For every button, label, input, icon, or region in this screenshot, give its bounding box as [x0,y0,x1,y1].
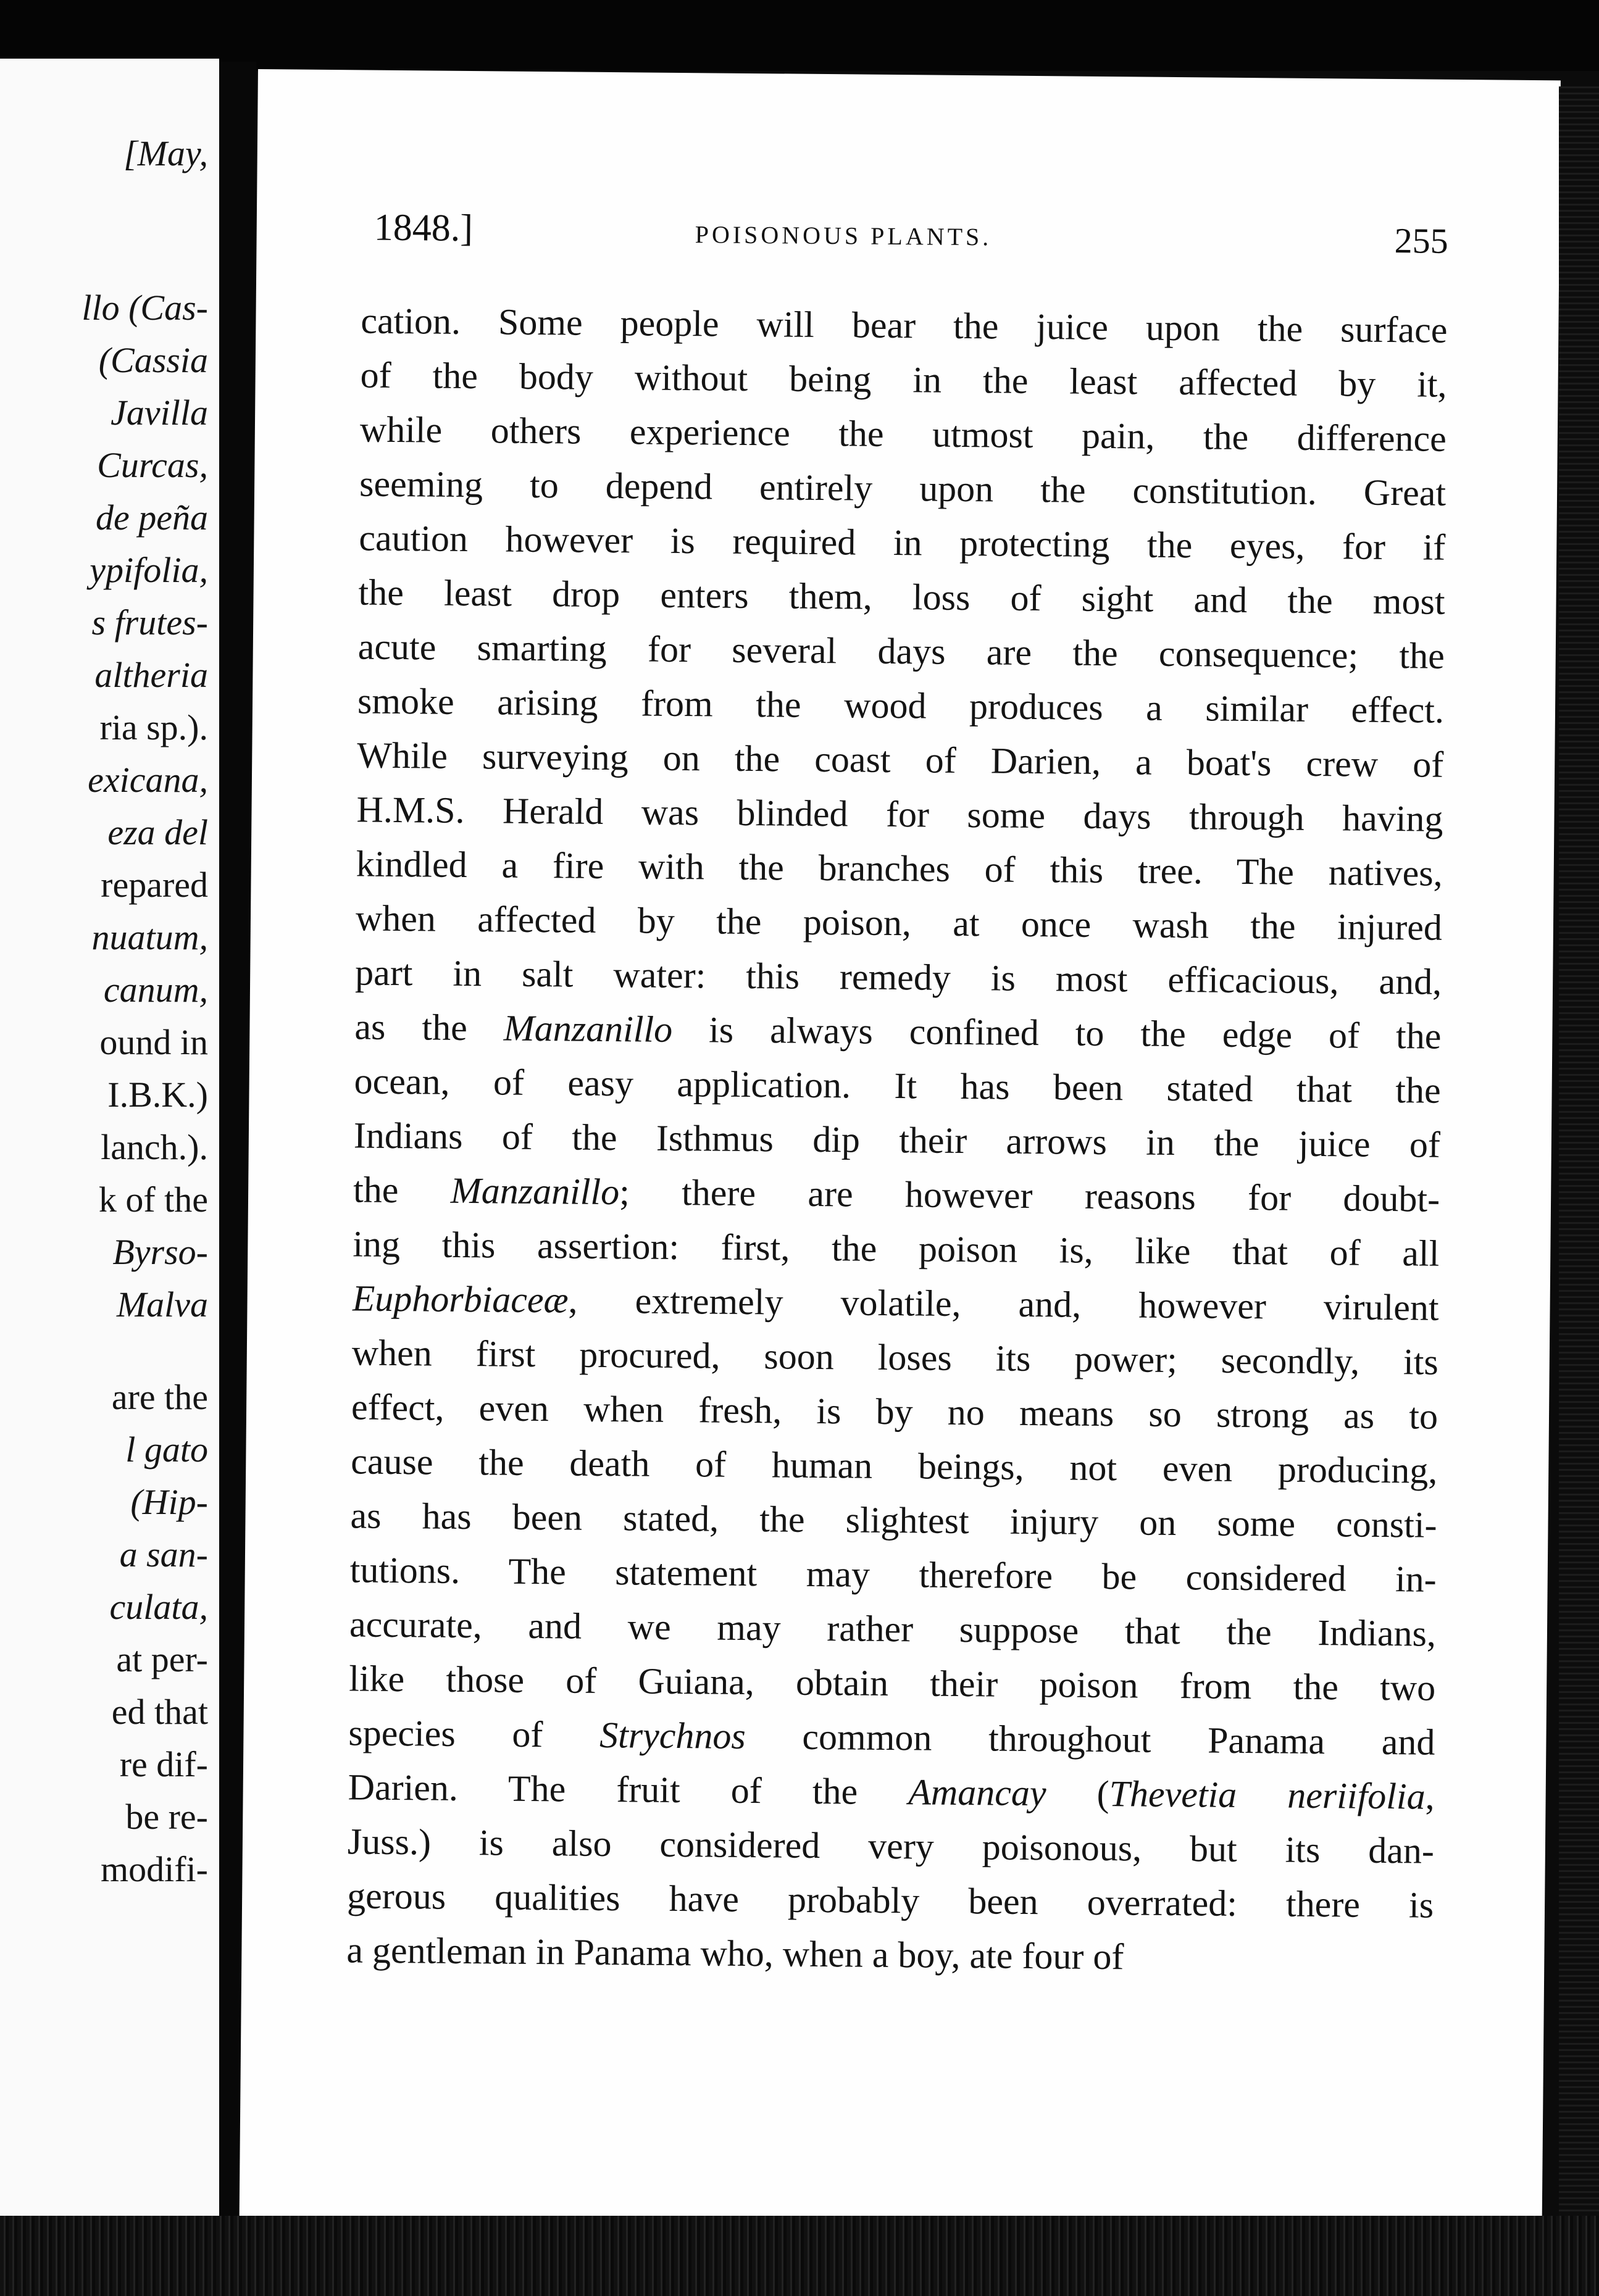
body-line [354,1108,1441,1171]
body-line [357,673,1445,737]
body-line-text: when first procured, soon loses its power; secondly, its [351,1332,1439,1383]
body-line [351,1325,1438,1389]
left-page-line: ypifolia, [90,550,208,590]
body-line [360,347,1447,411]
scan-border-right [1559,86,1599,2222]
body-line [347,1868,1434,1932]
left-page-line: a san- [119,1534,208,1574]
body-line [354,999,1442,1063]
body-line-text: seeming to depend entirely upon the constitution. Great [359,463,1447,514]
left-page-line: (Hip- [130,1482,208,1522]
body-line [349,1597,1437,1660]
left-page-line: ria sp.). [99,707,208,747]
body-line-text: Darien. The fruit of the Amancay (Thevetia neriifolia, [348,1766,1435,1817]
left-page-line: Javilla [111,393,208,433]
body-line [348,1814,1435,1878]
left-page-line: Malva [116,1284,208,1325]
left-page-line: de peña [96,497,208,538]
body-line [348,1760,1435,1823]
body-line-text: like those of Guiana, obtain their poison from the two [348,1658,1436,1708]
left-page [0,59,219,2216]
body-line [360,402,1447,465]
scan-border-top [0,0,1599,71]
body-line [353,1162,1440,1226]
body-line-text: ocean, of easy application. It has been stated that the [354,1060,1441,1111]
left-page-line: eza del [107,812,208,852]
body-line [351,1379,1438,1443]
left-page-line: nuatum, [91,917,208,957]
left-page-line: are the [111,1377,208,1417]
running-head-year: 1848.] [374,206,474,250]
page-number: 255 [1394,220,1448,261]
body-line-text: gerous qualities have probably been overrated: there is [346,1875,1434,1926]
scientific-name: Amancay [908,1771,1046,1814]
body-line-text: cation. Some people will bear the juice upon the surface [361,300,1448,351]
body-line-text: accurate, and we may rather suppose that the Indians, [349,1603,1437,1654]
body-line [348,1705,1435,1769]
right-page [239,69,1561,2253]
scientific-name: Strychnos [599,1714,746,1757]
left-page-line: exicana, [88,760,208,800]
body-line [359,510,1446,574]
left-page-line: be re- [125,1797,208,1837]
left-page-line: ed that [111,1692,208,1732]
body-line-text: species of Strychnos common throughout Panama and [348,1712,1435,1763]
body-line-text: smoke arising from the wood produces a similar effect. [357,680,1445,731]
left-page-line: Curcas, [97,445,208,485]
body-line-text: caution however is required in protecting the eyes, for if [359,517,1446,568]
scientific-name: Manzanillo [450,1170,620,1213]
body-line [357,728,1444,791]
body-line [349,1542,1437,1606]
scientific-name: Manzanillo [503,1007,673,1050]
body-line-text: as has been stated, the slightest injury on some consti- [350,1495,1437,1545]
scan-border-bottom [0,2216,1599,2296]
body-line [359,456,1447,520]
left-page-line: re dif- [119,1744,208,1784]
body-line-text: ing this assertion: first, the poison is, like that of all [353,1223,1440,1274]
body-line [357,619,1445,683]
body-line-text: cause the death of human beings, not even producing, [351,1441,1438,1491]
left-page-line: I.B.K.) [107,1075,208,1115]
body-line-text: acute smarting for several days are the consequence; the [357,626,1445,676]
scientific-name: Euphorbiaceæ [352,1278,569,1321]
body-line-text: part in salt water: this remedy is most efficacious, and, [354,952,1442,1002]
body-line [351,1434,1438,1497]
left-page-line: s frutes- [91,602,208,643]
body-line [354,1054,1441,1117]
body-line-text: H.M.S. Herald was blinded for some days through having [356,789,1443,839]
body-line [346,1923,1434,1986]
body-line-text: kindled a fire with the branches of this tree. The natives, [356,843,1443,894]
body-line [355,945,1442,1009]
left-page-line: k of the [98,1179,208,1220]
body-line [356,782,1443,846]
left-page-line: repared [101,865,208,905]
body-line [361,293,1448,357]
left-page-line: canum, [103,970,208,1010]
body-line-text: while others experience the utmost pain, the difference [359,409,1447,459]
body-line-text: Euphorbiaceæ, extremely volatile, and, however virulent [352,1278,1439,1328]
body-line [353,1217,1440,1280]
body-line-text: While surveying on the coast of Darien, a boat's crew of [357,734,1444,785]
left-page-line: (Cassia [98,340,208,380]
running-head [374,206,1448,271]
body-line [356,891,1443,954]
body-line [350,1488,1437,1552]
body-line-text: when affected by the poison, at once wash the injured [355,897,1443,948]
left-page-line: culata, [109,1587,208,1627]
body-line-text: the least drop enters them, loss of sight and the most [358,572,1445,622]
body-text [346,293,1448,1986]
left-page-line: lanch.). [101,1127,208,1167]
body-line-text: effect, even when fresh, is by no means so strong as to [351,1386,1438,1437]
body-line-text: Juss.) is also considered very poisonous, but its dan- [347,1821,1435,1871]
body-line-text: as the Manzanillo is always confined to the edge of the [354,1006,1442,1057]
scientific-name: Thevetia neriifolia [1109,1773,1426,1817]
body-line [349,1651,1436,1715]
body-line-text: of the body without being in the least affected by it, [360,354,1447,405]
body-line [352,1271,1439,1334]
left-page-line: llo (Cas- [81,288,208,328]
running-head-title: POISONOUS PLANTS. [695,220,992,251]
left-page-line: modifi- [101,1849,208,1889]
left-page-line: at per- [116,1639,208,1679]
body-line-text: a gentleman in Panama who, when a boy, ate four of [346,1929,1124,1978]
left-page-line: l gato [125,1429,208,1470]
left-page-line: Byrso- [112,1232,208,1272]
left-page-line: [May, [123,133,208,173]
body-line-text: tutions. The statement may therefore be considered in- [349,1549,1437,1600]
body-line [356,836,1443,900]
body-line-text: the Manzanillo; there are however reasons for doubt- [353,1169,1440,1220]
body-line-text: Indians of the Isthmus dip their arrows in the juice of [353,1115,1441,1165]
left-page-line: ound in [99,1022,208,1062]
left-page-line: altheria [94,655,208,695]
body-line [358,565,1445,628]
